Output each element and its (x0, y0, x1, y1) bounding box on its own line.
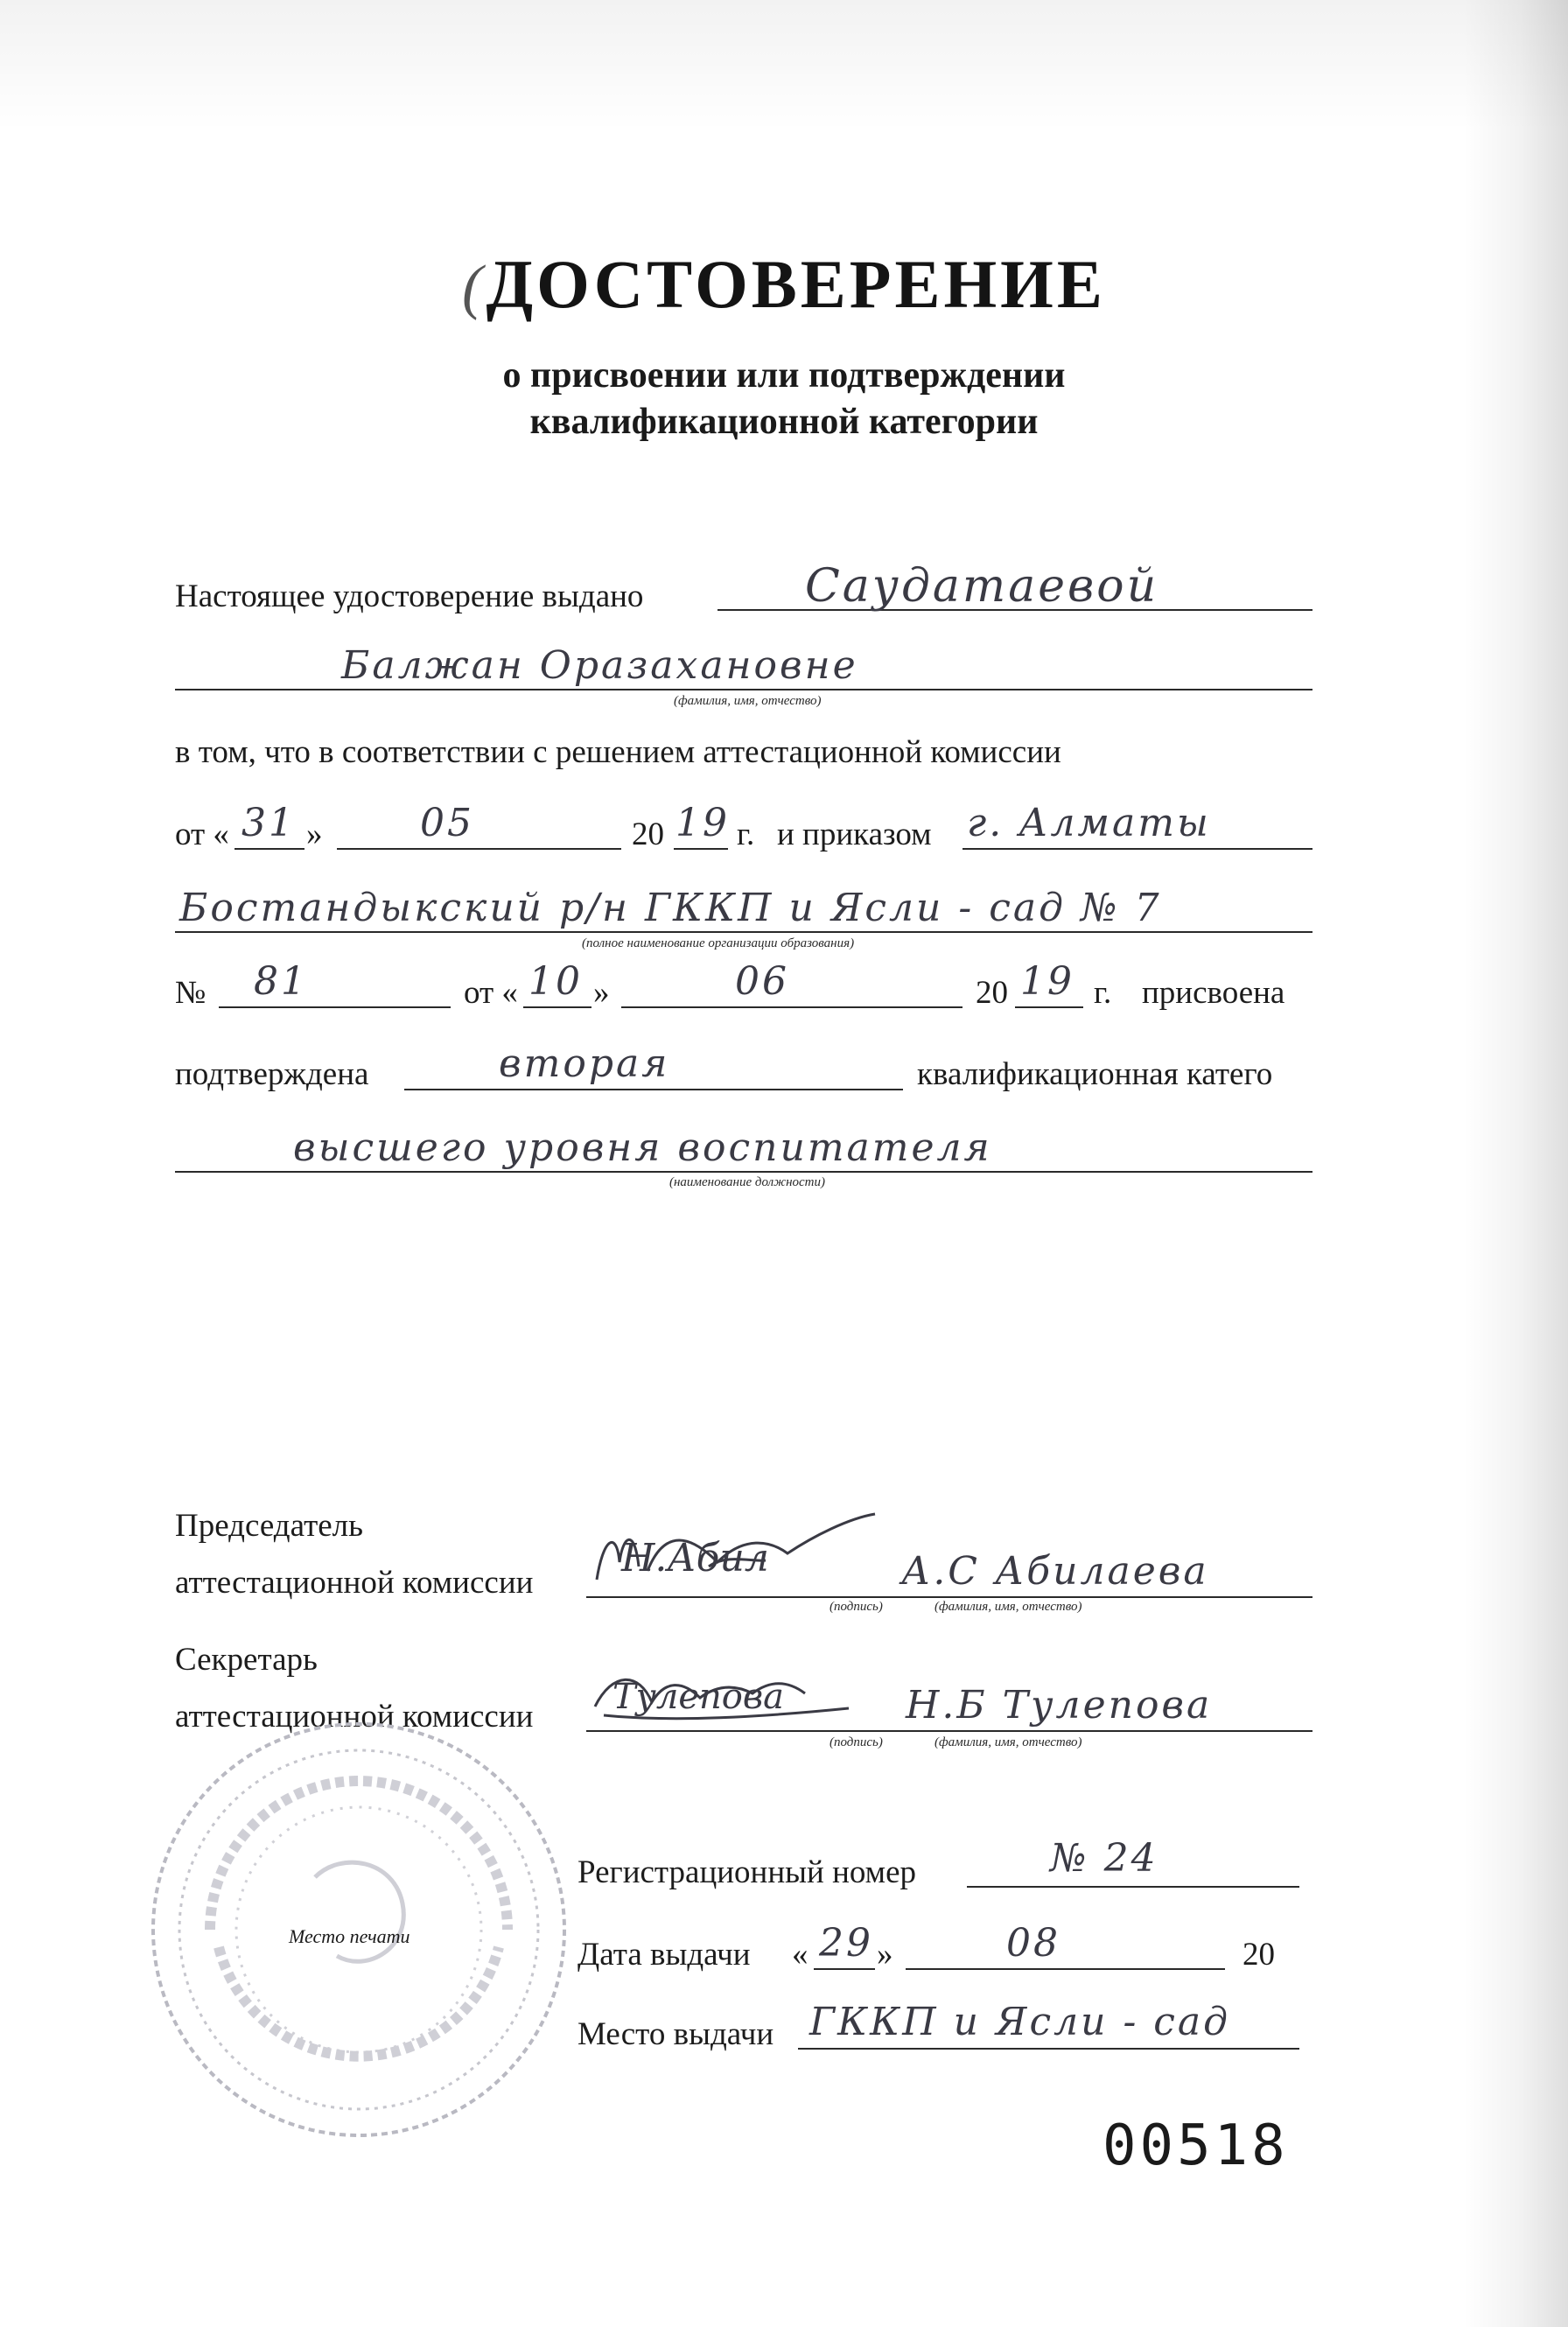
decision-year-value: 19 (676, 801, 730, 845)
category-value: вторая (499, 1041, 670, 1086)
secretary-name-value: Н.Б Тулепова (906, 1683, 1213, 1728)
serial-number: 00518 (1102, 2113, 1289, 2178)
scan-shadow-top (0, 0, 1568, 131)
order-day-close: » (593, 975, 610, 1011)
document-title (0, 245, 1568, 324)
category-suffix: квалификационная катего (917, 1056, 1273, 1092)
secretary-signature-text: Тулепова (612, 1677, 784, 1717)
registration-value: № 24 (1050, 1836, 1158, 1881)
chairman-name-value: А.С Абилаева (901, 1549, 1209, 1594)
org-value-line1: г. Алматы (967, 801, 1211, 845)
issue-date-label: Дата выдачи (578, 1937, 751, 1973)
chairman-label-line1: Председатель (175, 1508, 364, 1544)
decision-day-close: » (306, 817, 323, 852)
chairman-name-hint: (фамилия, имя, отчество) (934, 1600, 1082, 1614)
order-from-label: от « (464, 975, 518, 1011)
org-hint: (полное наименование организации образования) (582, 936, 855, 950)
surname-value: Саудатаевой (805, 560, 1159, 613)
order-month-field (621, 959, 962, 1008)
assigned-label: присвоена (1142, 975, 1285, 1011)
name-patronymic-value: Балжан Оразахановне (341, 643, 858, 688)
issue-date-open: « (792, 1937, 808, 1973)
order-year-prefix: 20 (976, 975, 1008, 1011)
secretary-signature (586, 1654, 866, 1724)
document-subtitle-line2: квалификационной категории (529, 402, 1039, 442)
order-year-word: г. (1094, 975, 1112, 1011)
order-label: и приказом (777, 817, 932, 852)
issue-month-field (906, 1921, 1225, 1970)
order-month-value: 06 (735, 959, 789, 1004)
order-number-value: 81 (254, 959, 308, 1004)
position-hint: (наименование должности) (669, 1175, 826, 1189)
decision-year-prefix: 20 (632, 817, 664, 852)
registration-label: Регистрационный номер (578, 1854, 917, 1890)
scan-shadow-edge (1463, 0, 1568, 2327)
decision-text: в том, что в соответствии с решением аттестационной комиссии (175, 734, 1061, 770)
position-value: высшего уровня воспитателя (293, 1125, 992, 1170)
chairman-sign-hint: (подпись) (830, 1600, 883, 1614)
decision-from-label: от « (175, 817, 229, 852)
order-year-value: 19 (1020, 959, 1074, 1004)
document-title-text: ДОСТОВЕРЕНИЕ (486, 246, 1106, 322)
decision-year-word: г. (737, 817, 755, 852)
decision-month-value: 05 (420, 801, 474, 845)
secretary-label-line1: Секретарь (175, 1642, 318, 1678)
issue-month-value: 08 (1006, 1921, 1060, 1966)
stamp-place-label: Место печати (289, 1925, 410, 1947)
secretary-label-line2: аттестационной комиссии (175, 1699, 534, 1735)
secretary-sign-hint: (подпись) (830, 1735, 883, 1749)
document-subtitle-line1: о присвоении или подтверждении (502, 355, 1066, 396)
chairman-signature-text: Н.Абил (621, 1536, 769, 1581)
issue-day-value: 29 (819, 1921, 873, 1966)
issued-to-label: Настоящее удостоверение выдано (175, 578, 644, 614)
issue-place-value: ГККП и Ясли - сад (809, 2000, 1231, 2044)
chairman-label-line2: аттестационной комиссии (175, 1565, 534, 1601)
decision-month-field (337, 801, 621, 850)
order-number-label: № (175, 975, 206, 1011)
issue-year-prefix: 20 (1242, 1937, 1275, 1973)
decision-day-value: 31 (242, 801, 296, 845)
fio-hint: (фамилия, имя, отчество) (674, 694, 822, 708)
handwritten-letter-u-icon: ( (462, 254, 486, 321)
confirmed-label: подтверждена (175, 1056, 369, 1092)
chairman-signature (586, 1501, 884, 1597)
org-value-line2: Бостандыкский р/н ГККП и Ясли - сад № 7 (179, 886, 1162, 930)
secretary-name-hint: (фамилия, имя, отчество) (934, 1735, 1082, 1749)
issue-place-label: Место выдачи (578, 2016, 774, 2052)
order-day-value: 10 (528, 959, 583, 1004)
issue-date-close: » (877, 1937, 893, 1973)
